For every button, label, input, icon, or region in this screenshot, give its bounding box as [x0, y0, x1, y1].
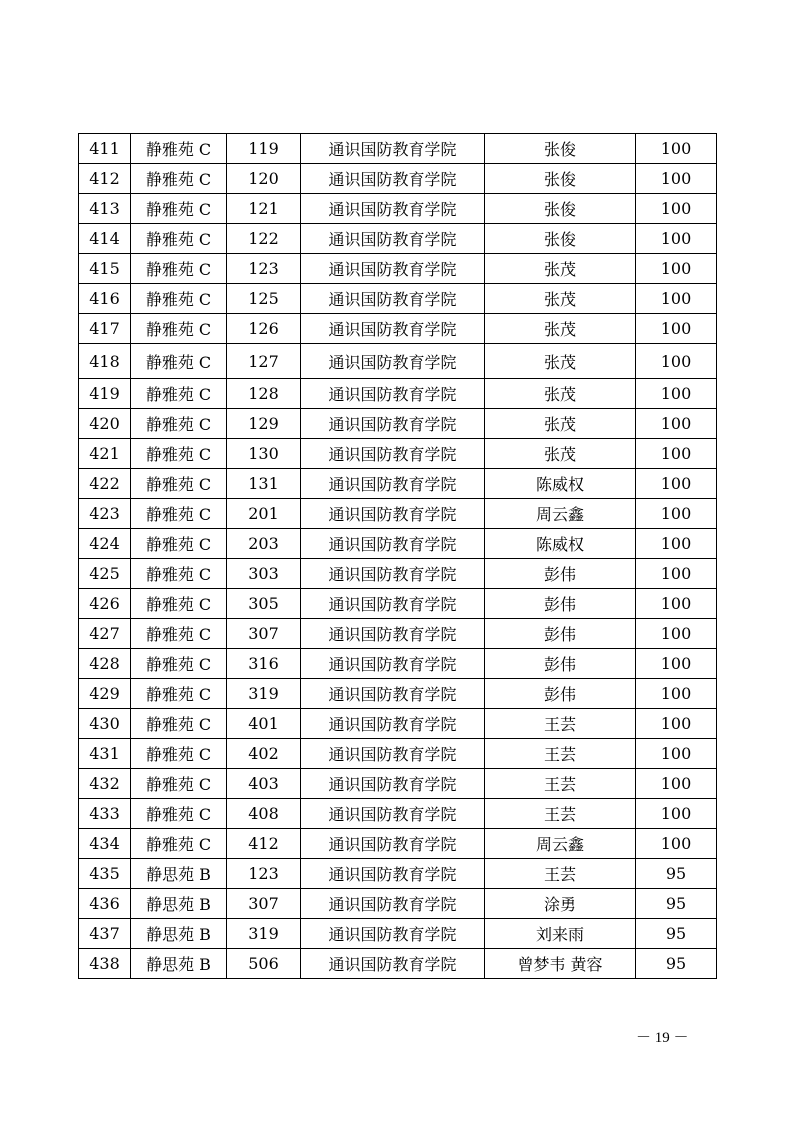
building-cell: 静雅苑 C [131, 194, 227, 224]
responsible-person-cell: 曾梦韦 黄容 [485, 949, 636, 979]
room-cell: 408 [227, 799, 301, 829]
row-number-cell: 432 [79, 769, 131, 799]
room-cell: 131 [227, 469, 301, 499]
room-cell: 120 [227, 164, 301, 194]
row-number-cell: 434 [79, 829, 131, 859]
row-number-cell: 420 [79, 409, 131, 439]
building-cell: 静雅苑 C [131, 829, 227, 859]
college-cell: 通识国防教育学院 [301, 284, 485, 314]
score-cell: 100 [636, 799, 717, 829]
building-cell: 静雅苑 C [131, 739, 227, 769]
row-number-cell: 413 [79, 194, 131, 224]
table-row [79, 499, 717, 529]
building-cell: 静雅苑 C [131, 284, 227, 314]
college-cell: 通识国防教育学院 [301, 409, 485, 439]
responsible-person-cell: 彭伟 [485, 559, 636, 589]
table-row [79, 469, 717, 499]
college-cell: 通识国防教育学院 [301, 254, 485, 284]
row-number-cell: 415 [79, 254, 131, 284]
score-cell: 95 [636, 859, 717, 889]
college-cell: 通识国防教育学院 [301, 499, 485, 529]
table-row [79, 379, 717, 409]
score-cell: 100 [636, 409, 717, 439]
building-cell: 静雅苑 C [131, 469, 227, 499]
room-cell: 123 [227, 859, 301, 889]
score-cell: 100 [636, 439, 717, 469]
score-cell: 100 [636, 254, 717, 284]
responsible-person-cell: 张俊 [485, 194, 636, 224]
college-cell: 通识国防教育学院 [301, 379, 485, 409]
row-number-cell: 426 [79, 589, 131, 619]
score-cell: 100 [636, 559, 717, 589]
room-cell: 130 [227, 439, 301, 469]
room-cell: 307 [227, 619, 301, 649]
room-cell: 307 [227, 889, 301, 919]
row-number-cell: 422 [79, 469, 131, 499]
college-cell: 通识国防教育学院 [301, 799, 485, 829]
building-cell: 静雅苑 C [131, 254, 227, 284]
page-number: － 19 － [636, 1030, 689, 1046]
college-cell: 通识国防教育学院 [301, 709, 485, 739]
responsible-person-cell: 刘来雨 [485, 919, 636, 949]
college-cell: 通识国防教育学院 [301, 679, 485, 709]
responsible-person-cell: 张俊 [485, 224, 636, 254]
college-cell: 通识国防教育学院 [301, 194, 485, 224]
building-cell: 静思苑 B [131, 949, 227, 979]
table-row [79, 224, 717, 254]
building-cell: 静雅苑 C [131, 224, 227, 254]
college-cell: 通识国防教育学院 [301, 559, 485, 589]
building-cell: 静雅苑 C [131, 529, 227, 559]
table-row [79, 409, 717, 439]
table-row [79, 859, 717, 889]
responsible-person-cell: 王芸 [485, 799, 636, 829]
building-cell: 静雅苑 C [131, 409, 227, 439]
row-number-cell: 429 [79, 679, 131, 709]
score-cell: 100 [636, 164, 717, 194]
building-cell: 静雅苑 C [131, 679, 227, 709]
score-cell: 100 [636, 829, 717, 859]
building-cell: 静雅苑 C [131, 769, 227, 799]
score-cell: 100 [636, 314, 717, 344]
score-cell: 100 [636, 344, 717, 379]
college-cell: 通识国防教育学院 [301, 314, 485, 344]
building-cell: 静雅苑 C [131, 709, 227, 739]
building-cell: 静思苑 B [131, 889, 227, 919]
row-number-cell: 435 [79, 859, 131, 889]
table-row [79, 439, 717, 469]
room-cell: 128 [227, 379, 301, 409]
building-cell: 静雅苑 C [131, 499, 227, 529]
table-row [79, 134, 717, 164]
score-cell: 100 [636, 649, 717, 679]
row-number-cell: 417 [79, 314, 131, 344]
row-number-cell: 425 [79, 559, 131, 589]
responsible-person-cell: 张茂 [485, 284, 636, 314]
college-cell: 通识国防教育学院 [301, 469, 485, 499]
building-cell: 静雅苑 C [131, 379, 227, 409]
responsible-person-cell: 张茂 [485, 254, 636, 284]
row-number-cell: 421 [79, 439, 131, 469]
row-number-cell: 437 [79, 919, 131, 949]
score-cell: 95 [636, 919, 717, 949]
room-cell: 119 [227, 134, 301, 164]
table-row [79, 619, 717, 649]
score-cell: 100 [636, 619, 717, 649]
building-cell: 静雅苑 C [131, 799, 227, 829]
college-cell: 通识国防教育学院 [301, 889, 485, 919]
score-cell: 100 [636, 284, 717, 314]
building-cell: 静雅苑 C [131, 559, 227, 589]
responsible-person-cell: 张茂 [485, 314, 636, 344]
table-row [79, 919, 717, 949]
building-cell: 静雅苑 C [131, 649, 227, 679]
score-cell: 100 [636, 194, 717, 224]
table-row [79, 529, 717, 559]
responsible-person-cell: 张俊 [485, 164, 636, 194]
building-cell: 静雅苑 C [131, 164, 227, 194]
table-row [79, 649, 717, 679]
responsible-person-cell: 周云鑫 [485, 499, 636, 529]
score-cell: 100 [636, 224, 717, 254]
score-cell: 100 [636, 589, 717, 619]
college-cell: 通识国防教育学院 [301, 134, 485, 164]
college-cell: 通识国防教育学院 [301, 619, 485, 649]
college-cell: 通识国防教育学院 [301, 224, 485, 254]
score-cell: 100 [636, 679, 717, 709]
row-number-cell: 436 [79, 889, 131, 919]
responsible-person-cell: 王芸 [485, 709, 636, 739]
table-row [79, 679, 717, 709]
room-cell: 123 [227, 254, 301, 284]
building-cell: 静雅苑 C [131, 314, 227, 344]
table-body [79, 134, 717, 979]
table-row [79, 284, 717, 314]
college-cell: 通识国防教育学院 [301, 344, 485, 379]
table-row [79, 314, 717, 344]
responsible-person-cell: 张茂 [485, 409, 636, 439]
room-cell: 129 [227, 409, 301, 439]
row-number-cell: 418 [79, 344, 131, 379]
room-cell: 316 [227, 649, 301, 679]
table-row [79, 344, 717, 379]
table-row [79, 709, 717, 739]
table-row [79, 164, 717, 194]
score-cell: 100 [636, 379, 717, 409]
responsible-person-cell: 彭伟 [485, 589, 636, 619]
table-row [79, 769, 717, 799]
responsible-person-cell: 彭伟 [485, 679, 636, 709]
building-cell: 静雅苑 C [131, 619, 227, 649]
room-cell: 403 [227, 769, 301, 799]
score-cell: 100 [636, 769, 717, 799]
room-cell: 127 [227, 344, 301, 379]
room-cell: 506 [227, 949, 301, 979]
row-number-cell: 411 [79, 134, 131, 164]
row-number-cell: 438 [79, 949, 131, 979]
room-cell: 412 [227, 829, 301, 859]
college-cell: 通识国防教育学院 [301, 529, 485, 559]
responsible-person-cell: 陈威权 [485, 469, 636, 499]
responsible-person-cell: 王芸 [485, 859, 636, 889]
table-row [79, 739, 717, 769]
building-cell: 静雅苑 C [131, 134, 227, 164]
room-cell: 126 [227, 314, 301, 344]
room-cell: 201 [227, 499, 301, 529]
score-cell: 100 [636, 134, 717, 164]
table-row [79, 254, 717, 284]
table-row [79, 589, 717, 619]
score-cell: 95 [636, 889, 717, 919]
room-cell: 319 [227, 679, 301, 709]
room-cell: 125 [227, 284, 301, 314]
college-cell: 通识国防教育学院 [301, 589, 485, 619]
row-number-cell: 423 [79, 499, 131, 529]
row-number-cell: 433 [79, 799, 131, 829]
score-cell: 100 [636, 709, 717, 739]
responsible-person-cell: 张茂 [485, 344, 636, 379]
row-number-cell: 424 [79, 529, 131, 559]
responsible-person-cell: 周云鑫 [485, 829, 636, 859]
college-cell: 通识国防教育学院 [301, 769, 485, 799]
score-cell: 95 [636, 949, 717, 979]
room-cell: 319 [227, 919, 301, 949]
table-row [79, 194, 717, 224]
table-row [79, 559, 717, 589]
score-cell: 100 [636, 529, 717, 559]
score-cell: 100 [636, 499, 717, 529]
room-cell: 121 [227, 194, 301, 224]
table-row [79, 799, 717, 829]
row-number-cell: 414 [79, 224, 131, 254]
row-number-cell: 412 [79, 164, 131, 194]
responsible-person-cell: 陈威权 [485, 529, 636, 559]
building-cell: 静雅苑 C [131, 439, 227, 469]
college-cell: 通识国防教育学院 [301, 739, 485, 769]
building-cell: 静思苑 B [131, 859, 227, 889]
dormitory-score-table [78, 133, 717, 979]
room-cell: 305 [227, 589, 301, 619]
score-cell: 100 [636, 469, 717, 499]
room-cell: 303 [227, 559, 301, 589]
table-row [79, 949, 717, 979]
responsible-person-cell: 彭伟 [485, 619, 636, 649]
room-cell: 401 [227, 709, 301, 739]
college-cell: 通识国防教育学院 [301, 919, 485, 949]
responsible-person-cell: 张茂 [485, 379, 636, 409]
building-cell: 静雅苑 C [131, 589, 227, 619]
college-cell: 通识国防教育学院 [301, 859, 485, 889]
responsible-person-cell: 彭伟 [485, 649, 636, 679]
row-number-cell: 427 [79, 619, 131, 649]
college-cell: 通识国防教育学院 [301, 164, 485, 194]
responsible-person-cell: 王芸 [485, 739, 636, 769]
table-row [79, 889, 717, 919]
responsible-person-cell: 张茂 [485, 439, 636, 469]
building-cell: 静思苑 B [131, 919, 227, 949]
room-cell: 402 [227, 739, 301, 769]
college-cell: 通识国防教育学院 [301, 439, 485, 469]
responsible-person-cell: 张俊 [485, 134, 636, 164]
responsible-person-cell: 涂勇 [485, 889, 636, 919]
row-number-cell: 431 [79, 739, 131, 769]
table-row [79, 829, 717, 859]
responsible-person-cell: 王芸 [485, 769, 636, 799]
row-number-cell: 430 [79, 709, 131, 739]
room-cell: 203 [227, 529, 301, 559]
row-number-cell: 419 [79, 379, 131, 409]
college-cell: 通识国防教育学院 [301, 949, 485, 979]
row-number-cell: 416 [79, 284, 131, 314]
row-number-cell: 428 [79, 649, 131, 679]
college-cell: 通识国防教育学院 [301, 649, 485, 679]
building-cell: 静雅苑 C [131, 344, 227, 379]
college-cell: 通识国防教育学院 [301, 829, 485, 859]
room-cell: 122 [227, 224, 301, 254]
score-cell: 100 [636, 739, 717, 769]
